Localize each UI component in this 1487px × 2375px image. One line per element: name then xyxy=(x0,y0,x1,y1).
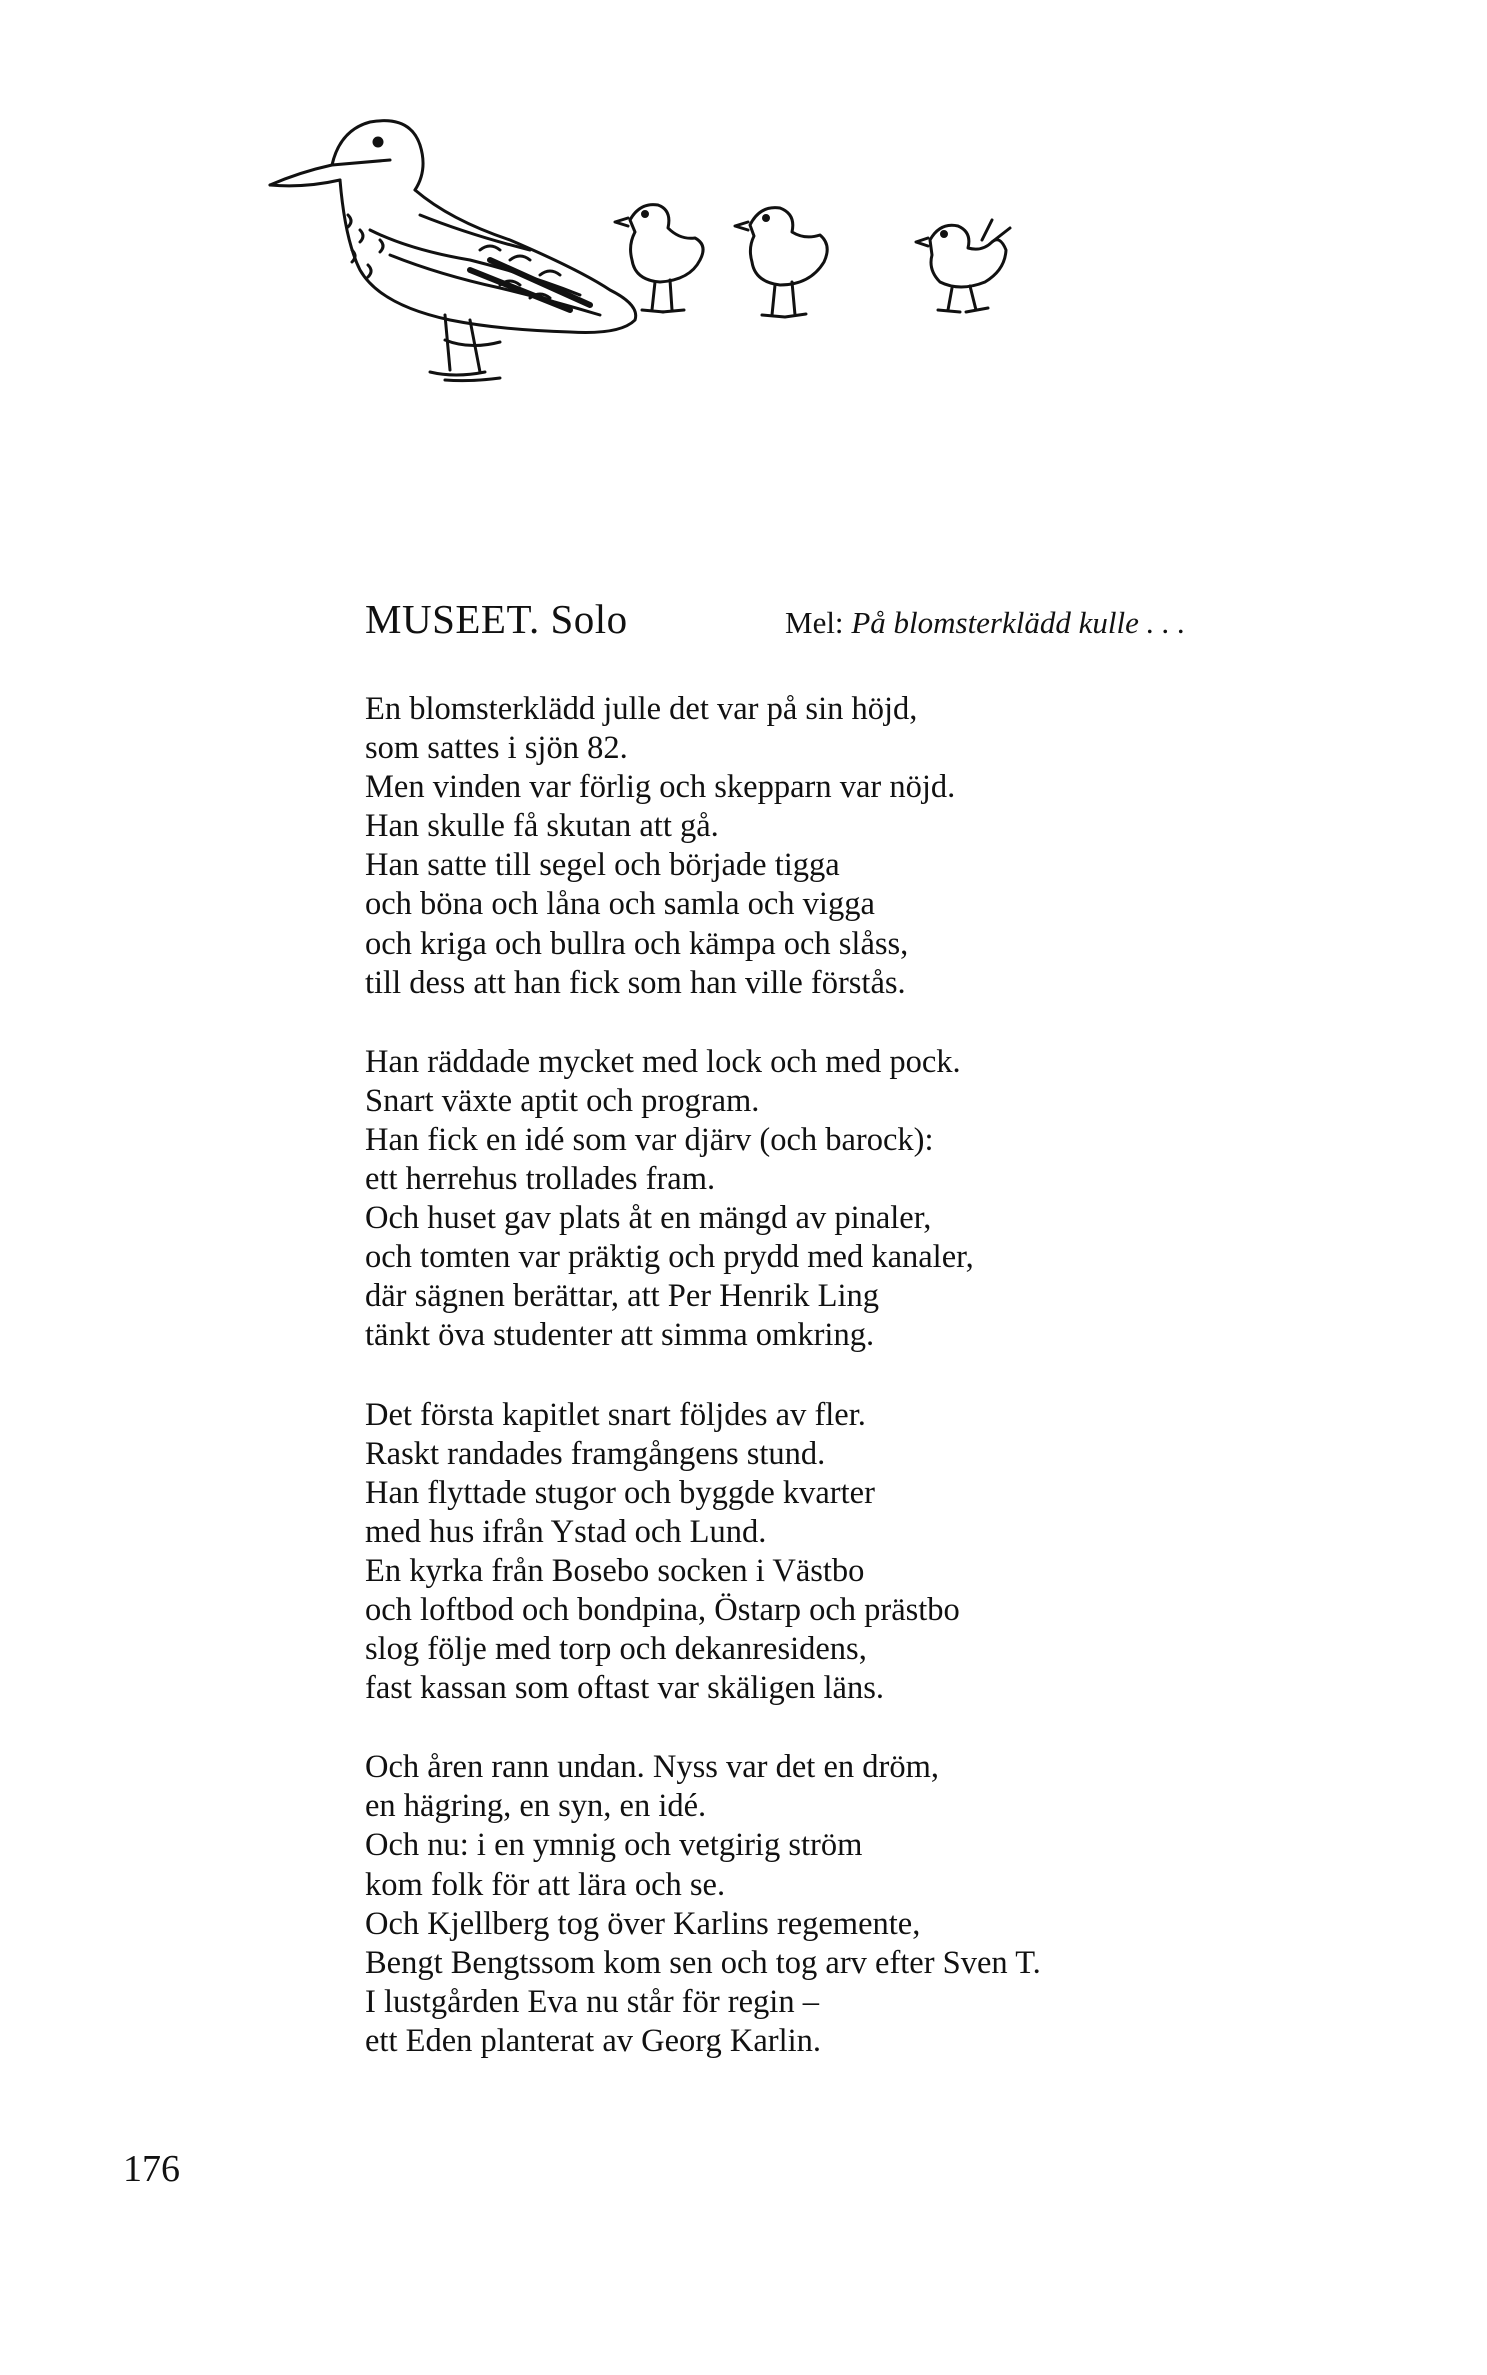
verse-line: En kyrka från Bosebo socken i Västbo xyxy=(365,1552,865,1589)
verse-line: Och huset gav plats åt en mängd av pinaler, xyxy=(365,1200,932,1237)
page-number: 176 xyxy=(123,2148,180,2190)
verse-line: och kriga och bullra och kämpa och slåss, xyxy=(365,925,909,962)
verse-line: Han räddade mycket med lock och med pock. xyxy=(365,1043,961,1080)
verse-line: I lustgården Eva nu står för regin – xyxy=(365,1983,819,2020)
verse-line: en hägring, en syn, en idé. xyxy=(365,1788,707,1825)
verse-line: kom folk för att lära och se. xyxy=(365,1866,726,1903)
verse-line: Han fick en idé som var djärv (och barock): xyxy=(365,1121,934,1158)
verse-line: och böna och låna och samla och vigga xyxy=(365,886,875,923)
verse-line: Han satte till segel och började tigga xyxy=(365,847,840,884)
stanza-3 xyxy=(365,1396,1415,1709)
verse-line: ett herrehus trollades fram. xyxy=(365,1161,716,1198)
verse-line: Snart växte aptit och program. xyxy=(365,1082,760,1119)
verse-line: till dess att han fick som han ville förstås. xyxy=(365,964,906,1001)
verse-line: Raskt randades framgångens stund. xyxy=(365,1435,826,1472)
verse-line: ett Eden planterat av Georg Karlin. xyxy=(365,2022,822,2059)
verse-line: med hus ifrån Ystad och Lund. xyxy=(365,1513,767,1550)
verse-line: Det första kapitlet snart följdes av fler. xyxy=(365,1396,866,1433)
verse-line: och tomten var präktig och prydd med kanaler, xyxy=(365,1239,974,1276)
verse-line: Bengt Bengtssom kom sen och tog arv efter Sven T. xyxy=(365,1944,1041,1981)
title-row xyxy=(365,595,1365,655)
stanza-4 xyxy=(365,1748,1415,2061)
verse-line: slog följe med torp och dekanresidens, xyxy=(365,1631,867,1668)
verse-line: Och åren rann undan. Nyss var det en dröm, xyxy=(365,1749,939,1786)
verse-line: som sattes i sjön 82. xyxy=(365,730,628,767)
verse-line: fast kassan som oftast var skäligen läns. xyxy=(365,1670,884,1707)
verse-line: Och Kjellberg tog över Karlins regemente, xyxy=(365,1905,921,1942)
verse-line: En blomsterklädd julle det var på sin höjd, xyxy=(365,691,918,727)
song-title: MUSEET. Solo xyxy=(365,596,628,642)
stanza-2 xyxy=(365,1043,1415,1356)
melody-credit xyxy=(785,605,1185,641)
verse-line: Och nu: i en ymnig och vetgirig ström xyxy=(365,1827,863,1864)
verse-line: Han skulle få skutan att gå. xyxy=(365,808,719,845)
verses xyxy=(365,690,1415,2101)
stanza-1 xyxy=(365,690,1415,1003)
duck-with-ducklings-icon xyxy=(240,110,1240,450)
melody-prefix: Mel: xyxy=(785,605,852,640)
verse-line: där sägnen berättar, att Per Henrik Ling xyxy=(365,1278,879,1315)
verse-line: Men vinden var förlig och skepparn var nöjd. xyxy=(365,769,956,806)
verse-line: tänkt öva studenter att simma omkring. xyxy=(365,1317,875,1354)
verse-line: Han flyttade stugor och byggde kvarter xyxy=(365,1474,875,1511)
verse-line: och loftbod och bondpina, Östarp och prästbo xyxy=(365,1591,960,1628)
melody-name: På blomsterklädd kulle . . . xyxy=(851,605,1186,640)
